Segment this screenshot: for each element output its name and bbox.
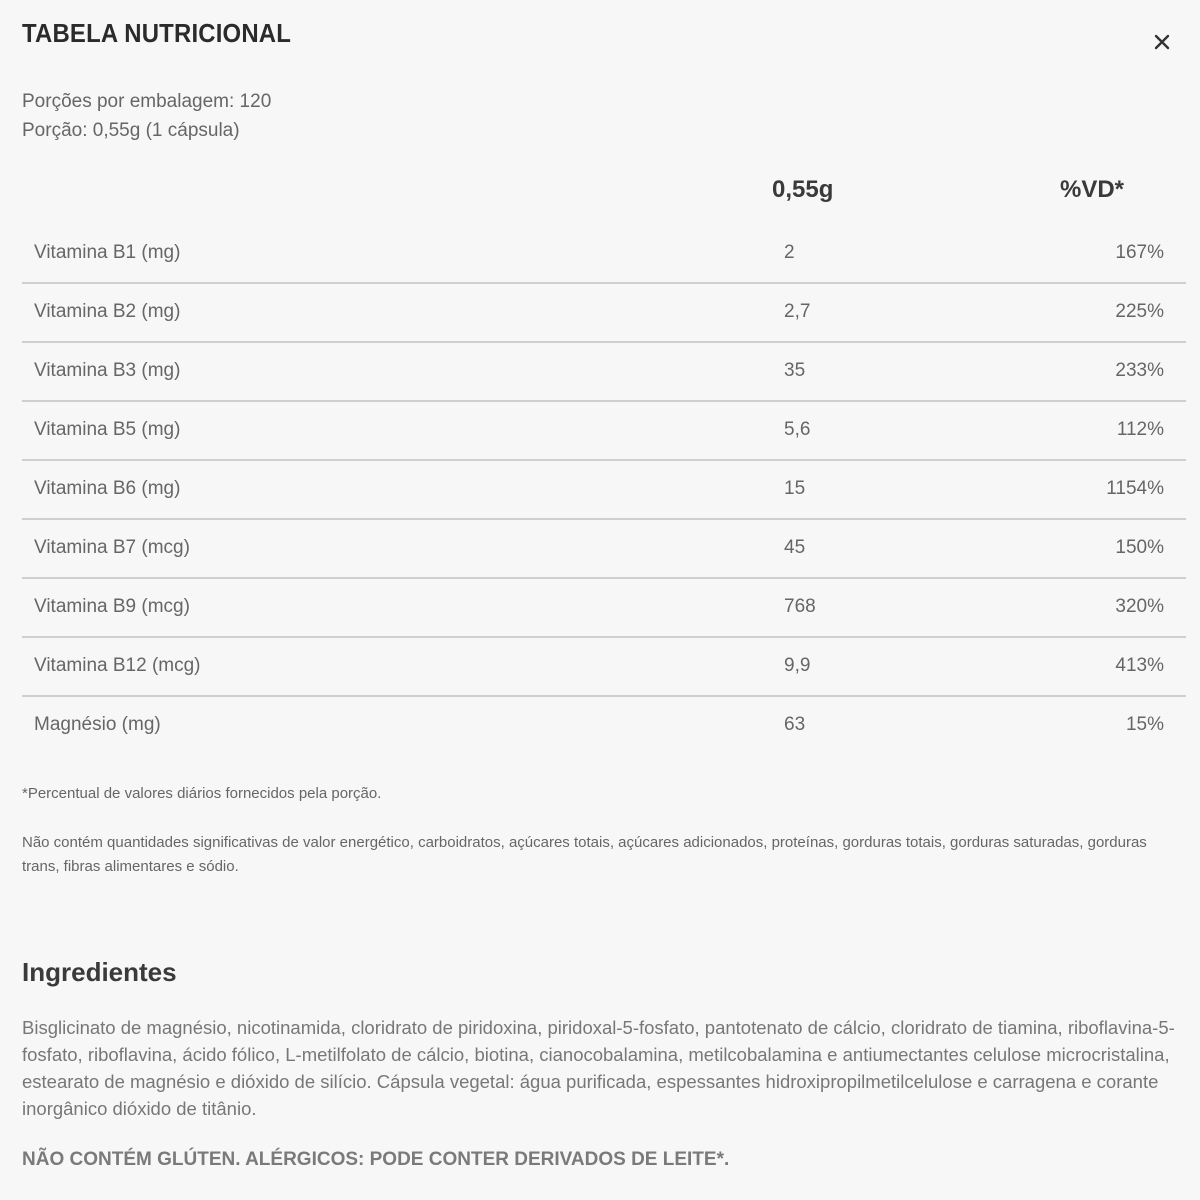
nutrient-daily-value: 320%	[1115, 596, 1164, 617]
table-row	[22, 697, 1186, 756]
daily-value-footnote: *Percentual de valores diários fornecidos pela porção.	[22, 785, 382, 802]
modal-title: TABELA NUTRICIONAL	[22, 18, 292, 48]
nutrient-amount: 15	[784, 478, 806, 499]
table-row	[22, 284, 1186, 343]
nutrient-amount: 63	[784, 714, 806, 735]
table-row	[22, 638, 1186, 697]
nutrient-name: Vitamina B7 (mcg)	[34, 537, 190, 558]
nutrient-amount: 9,9	[784, 655, 811, 676]
nutrient-daily-value: 167%	[1115, 242, 1164, 263]
nutrient-amount: 2	[784, 242, 795, 263]
nutrient-name: Vitamina B9 (mcg)	[34, 596, 190, 617]
table-row	[22, 343, 1186, 402]
nutrient-daily-value: 15%	[1125, 714, 1164, 735]
nutrient-daily-value: 112%	[1116, 419, 1164, 440]
table-row	[22, 579, 1186, 638]
nutrient-daily-value: 233%	[1115, 360, 1164, 381]
nutrient-daily-value: 225%	[1115, 301, 1164, 322]
table-row	[22, 402, 1186, 461]
nutrient-amount: 768	[784, 596, 816, 617]
column-header-amount: 0,55g	[772, 176, 834, 203]
nutrient-daily-value: 413%	[1115, 655, 1164, 676]
nutrition-table	[22, 225, 1186, 756]
close-icon	[1148, 28, 1176, 56]
nutrient-daily-value: 1154%	[1106, 478, 1164, 499]
table-row	[22, 461, 1186, 520]
ingredients-list: Bisglicinato de magnésio, nicotinamida, cloridrato de piridoxina, piridoxal-5-fosfato, pantotenato de cálcio, cloridrato de tiamina, riboflavina-5-fosfato, riboflavina, ácido fólico, L-metilfolato de cálcio, biotina, cianocobalamina, metilcobalamina e antiumectantes celulose microcristalina, estearato de magnésio e dióxido de silício. Cápsula vegetal: água purificada, espessantes hidroxipropilmetilcelulose e carragena e corante inorgânico dióxido de titânio.	[22, 1017, 1175, 1119]
column-header-daily-value: %VD*	[1060, 176, 1125, 203]
nutrient-name: Vitamina B5 (mg)	[34, 419, 181, 440]
nutrient-amount: 35	[784, 360, 806, 381]
table-row	[22, 225, 1186, 284]
nutrient-name: Vitamina B6 (mg)	[34, 478, 181, 499]
nutrient-daily-value: 150%	[1115, 537, 1164, 558]
nutrient-name: Vitamina B12 (mcg)	[34, 655, 201, 676]
ingredients-heading: Ingredientes	[22, 957, 177, 987]
nutrient-amount: 2,7	[784, 301, 811, 322]
nutrient-name: Vitamina B2 (mg)	[34, 301, 181, 322]
nutrient-name: Vitamina B1 (mg)	[34, 242, 181, 263]
nutrient-name: Magnésio (mg)	[34, 714, 161, 735]
nutrient-name: Vitamina B3 (mg)	[34, 360, 181, 381]
insignificant-amounts-notice: Não contém quantidades significativas de valor energético, carboidratos, açúcares totais, açúcares adicionados, proteínas, gorduras totais, gorduras saturadas, gorduras trans, fibras alimentares e sódio.	[22, 834, 1147, 875]
serving-size: Porção: 0,55g (1 cápsula)	[22, 120, 240, 141]
table-row	[22, 520, 1186, 579]
nutrient-amount: 45	[784, 537, 806, 558]
allergen-warning: NÃO CONTÉM GLÚTEN. ALÉRGICOS: PODE CONTER DERIVADOS DE LEITE*.	[22, 1149, 730, 1170]
servings-per-package: Porções por embalagem: 120	[22, 91, 272, 112]
nutrient-amount: 5,6	[784, 419, 811, 440]
close-button[interactable]	[1148, 28, 1176, 56]
